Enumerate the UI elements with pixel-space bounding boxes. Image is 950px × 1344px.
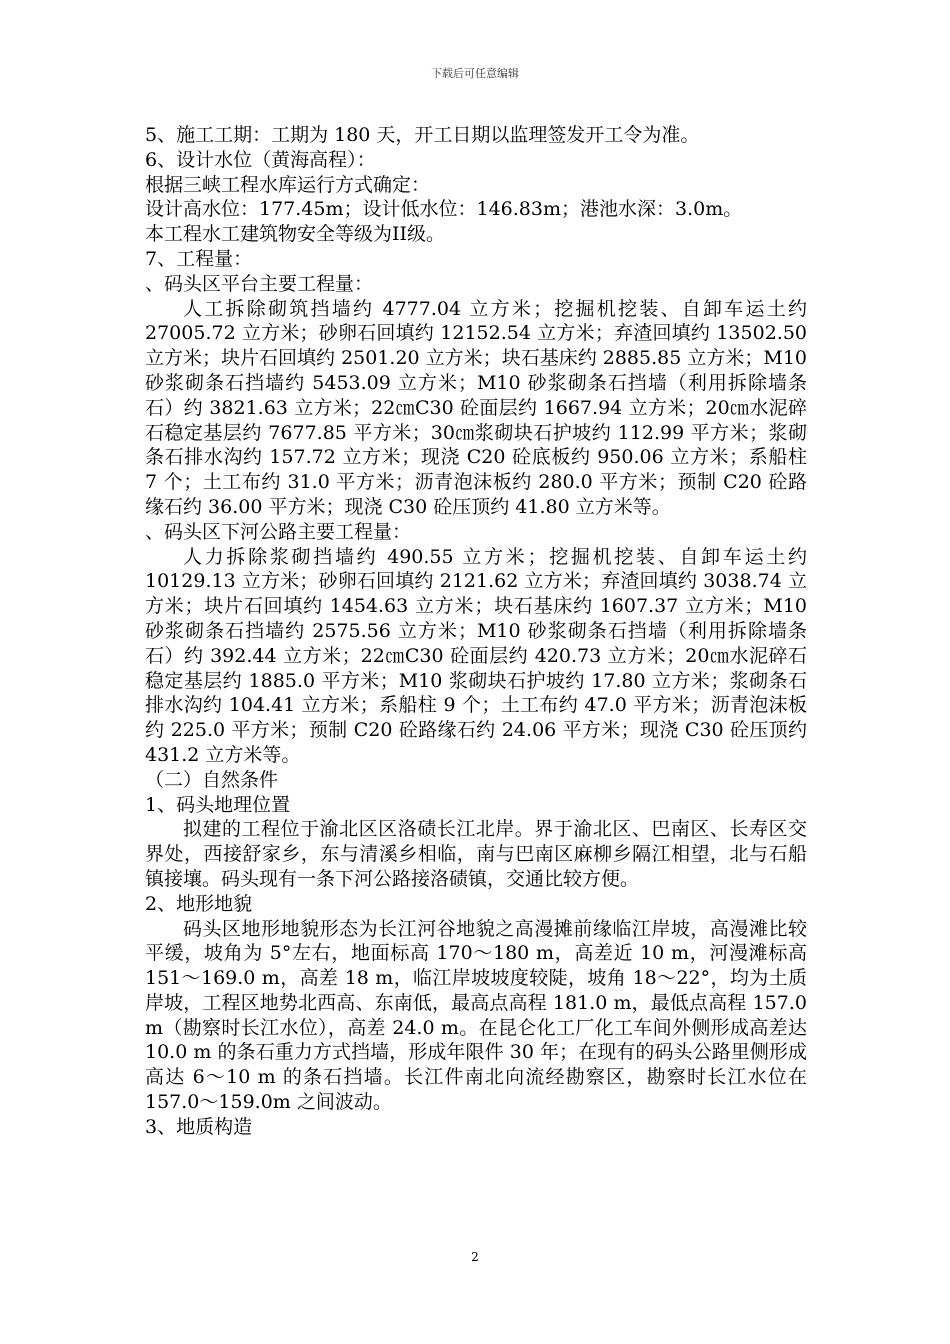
quantities-heading: 7、工程量： bbox=[145, 247, 253, 270]
platform-quantities-heading: 、码头区平台主要工程量： bbox=[145, 272, 374, 295]
geology-heading: 3、地质构造 bbox=[145, 1115, 253, 1138]
natural-conditions-heading: （二）自然条件 bbox=[145, 768, 279, 791]
platform-quantities-paragraph: 人工拆除砌筑挡墙约 4777.04 立方米；挖掘机挖装、自卸车运土约 27005.72 立方米；砂卵石回填约 12152.54 立方米；弃渣回填约 13502.50 立方米；块片石回填约 2501.20 立方米；块石基床约 2885.85 立方米；M10 砂浆砌条石挡墙约 5453.09 立方米；M10 砂浆砌条石挡墙（利用拆除墙条石）约 3821.63 立方米；22㎝C30 砼面层约 1667.94 立方米；20㎝水泥碎石稳定基层约 7677.85 平方米；30㎝浆砌块石护坡约 112.99 平方米；浆砌条石排水沟约 157.72 立方米；现浇 C20 砼底板约 950.06 立方米；系船柱 7 个；土工布约 31.0 平方米；沥青泡沫板约 280.0 平方米；预制 C20 砼路缘石约 36.00 平方米；现浇 C30 砼压顶约 41.80 立方米等。 bbox=[145, 297, 807, 518]
design-water-level-heading: 6、设计水位（黄海高程）： bbox=[145, 148, 376, 171]
water-level-basis: 根据三峡工程水库运行方式确定： bbox=[145, 173, 431, 196]
schedule-line: 5、施工工期：工期为 180 天，开工日期以监理签发开工令为准。 bbox=[145, 124, 700, 146]
safety-grade: 本工程水工建筑物安全等级为II级。 bbox=[145, 223, 446, 246]
page-header-note: 下载后可任意编辑 bbox=[431, 67, 519, 80]
water-level-values: 设计高水位：177.45m；设计低水位：146.83m；港池水深：3.0m。 bbox=[145, 198, 743, 221]
document-body bbox=[145, 123, 807, 1140]
page-number: 2 bbox=[471, 1250, 479, 1264]
road-quantities-heading: 、码头区下河公路主要工程量： bbox=[145, 520, 412, 543]
road-quantities-paragraph: 人力拆除浆砌挡墙约 490.55 立方米；挖掘机挖装、自卸车运土约 10129.13 立方米；砂卵石回填约 2121.62 立方米；弃渣回填约 3038.74 立方米；块片石回填约 1454.63 立方米；块石基床约 1607.37 立方米；M10 砂浆砌条石挡墙约 2575.56 立方米；M10 砂浆砌条石挡墙（利用拆除墙条石）约 392.44 立方米；22㎝C30 砼面层约 420.73 立方米；20㎝水泥碎石稳定基层约 1885.0 平方米；M10 浆砌块石护坡约 17.80 立方米；浆砌条石排水沟约 104.41 立方米；系船柱 9 个；土工布约 47.0 平方米；沥青泡沫板约 225.0 平方米；预制 C20 砼路缘石约 24.06 平方米；现浇 C30 砼压顶约 431.2 立方米等。 bbox=[145, 545, 807, 766]
location-paragraph: 拟建的工程位于渝北区区洛碛长江北岸。界于渝北区、巴南区、长寿区交界处，西接舒家乡，东与清溪乡相临，南与巴南区麻柳乡隔江相望，北与石船镇接壤。码头现有一条下河公路接洛碛镇，交通比较方便。 bbox=[145, 818, 807, 890]
terrain-paragraph: 码头区地形地貌形态为长江河谷地貌之高漫摊前缘临江岸坡，高漫滩比较平缓，坡角为 5°左右，地面标高 170～180 m，高差近 10 m，河漫滩标高 151～169.0 m，高差 18 m，临江岸坡坡度较陡，坡角 18～22°，均为土质岸坡，工程区地势北西高、东南低，最高点高程 181.0 m，最低点高程 157.0 m（勘察时长江水位），高差 24.0 m。在昆仑化工厂化工车间外侧形成高差达 10.0 m 的条石重力方式挡墙，形成年限件 30 年；在现有的码头公路里侧形成高达 6～10 m 的条石挡墙。长江件南北向流经勘察区，勘察时长江水位在 157.0～159.0m 之间波动。 bbox=[145, 917, 807, 1114]
location-heading: 1、码头地理位置 bbox=[145, 793, 291, 816]
terrain-heading: 2、地形地貌 bbox=[145, 892, 253, 915]
